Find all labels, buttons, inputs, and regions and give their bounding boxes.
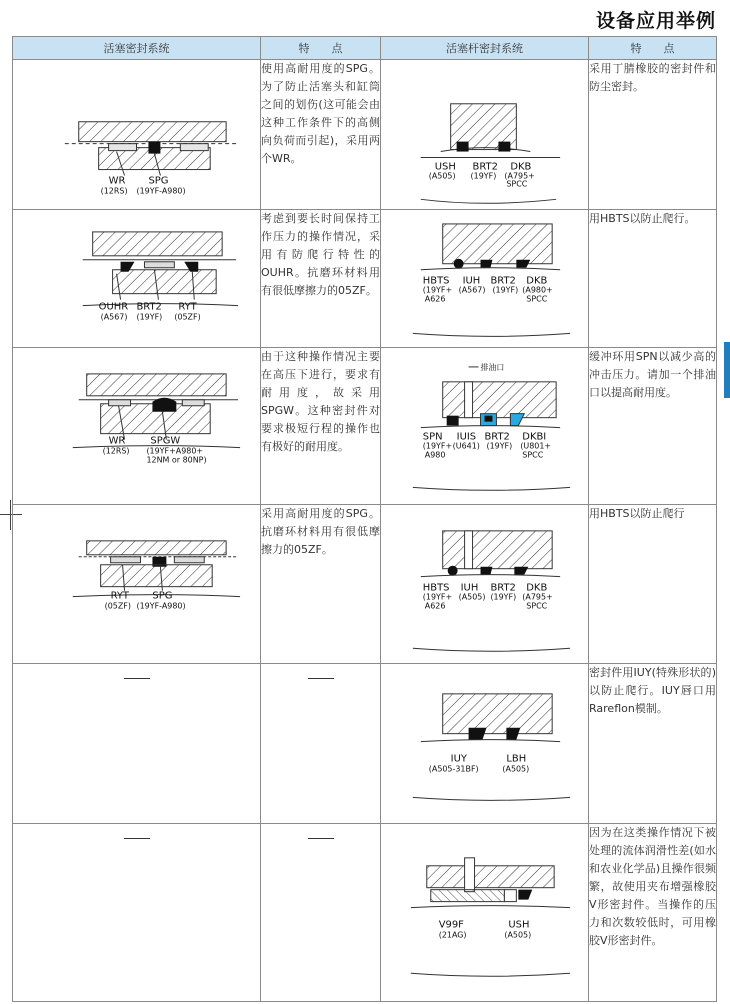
piston-label: (12RS) xyxy=(102,446,130,456)
rod-seal-diagram xyxy=(381,210,588,346)
empty-dash xyxy=(308,678,334,679)
piston-label: (19YF-A980) xyxy=(136,186,186,196)
rod-seal-diagram xyxy=(381,824,588,1001)
rod-label: (19YF) xyxy=(490,592,517,602)
rod-features-text: 用HBTS以防止爬行 xyxy=(589,505,717,663)
rod-diagram-cell xyxy=(381,210,589,347)
rod-label: IUH xyxy=(462,276,481,288)
rod-label: HBTS xyxy=(422,276,450,288)
piston-label: (19YF-A980) xyxy=(136,601,186,611)
drain-port-label: 排油口 xyxy=(480,362,505,372)
table-row xyxy=(13,347,717,504)
piston-label: WR xyxy=(108,435,126,447)
rod-seal-diagram xyxy=(381,664,588,823)
rod-label: IUIS xyxy=(456,431,477,443)
piston-seal-diagram xyxy=(13,210,260,346)
empty-dash xyxy=(124,678,150,679)
piston-features-text: 由于这种操作情况主要在高压下进行，要求有耐用度，故采用SPGW。这种密封件对要求极短行程的操作也有极好的耐用度。 xyxy=(261,347,381,504)
rod-label: DKB xyxy=(510,161,532,173)
rod-label: BRT2 xyxy=(484,431,510,443)
piston-label: (12RS) xyxy=(100,186,128,196)
table-row xyxy=(13,210,717,347)
rod-label: (A505) xyxy=(428,171,456,181)
piston-seal-diagram xyxy=(13,60,260,209)
rod-label: (19YF+ xyxy=(422,592,453,602)
header-piston-system: 活塞密封系统 xyxy=(13,37,261,60)
rod-label: (21AG) xyxy=(438,930,467,940)
rod-label: BRT2 xyxy=(472,161,498,173)
empty-dash xyxy=(124,838,150,839)
rod-seal-diagram xyxy=(381,505,588,662)
rod-label: V99F xyxy=(438,919,464,931)
rod-features-text: 缓冲环用SPN以减少高的冲击压力。请加一个排油口以提高耐用度。 xyxy=(589,347,717,504)
section-side-tab xyxy=(724,342,730,398)
piston-seal-diagram xyxy=(13,348,260,504)
application-table xyxy=(12,36,717,1002)
rod-label: DKBI xyxy=(522,431,547,443)
piston-label: SPG xyxy=(148,175,169,187)
piston-label: SPGW xyxy=(150,435,181,447)
piston-features-text: 使用高耐用度的SPG。为了防止活塞头和缸筒之间的划伤(这可能会由这种工作条件下的高侧向负荷而引起)，采用两个WR。 xyxy=(261,60,381,210)
piston-label: (05ZF) xyxy=(104,601,131,611)
table-row xyxy=(13,60,717,210)
rod-label: DKB xyxy=(526,582,548,594)
piston-empty-cell xyxy=(13,823,261,1001)
piston-label: (19YF+A980+ xyxy=(146,446,204,456)
rod-label: (19YF+ xyxy=(422,441,453,451)
header-piston-features: 特 点 xyxy=(261,37,381,60)
piston-empty-features xyxy=(261,823,381,1001)
rod-label: (A567) xyxy=(458,285,486,295)
rod-label: A626 xyxy=(424,601,446,611)
rod-seal-diagram xyxy=(381,348,588,504)
piston-label: 12NM or 80NP) xyxy=(146,455,207,465)
rod-label: BRT2 xyxy=(490,582,516,594)
rod-features-text: 密封件用IUY(特殊形状的)以防止爬行。IUY唇口用Rareflon模制。 xyxy=(589,663,717,823)
rod-seal-diagram xyxy=(381,60,588,209)
rod-label: (A505-31BF) xyxy=(428,764,479,774)
rod-features-text: 采用丁腈橡胶的密封件和防尘密封。 xyxy=(589,60,717,210)
rod-label: SPN xyxy=(422,431,443,443)
empty-dash xyxy=(308,838,334,839)
rod-label: (19YF) xyxy=(486,441,513,451)
table-row xyxy=(13,505,717,663)
rod-diagram-cell xyxy=(381,505,589,663)
piston-diagram-cell xyxy=(13,347,261,504)
rod-label: HBTS xyxy=(422,582,450,594)
rod-label: IUY xyxy=(450,753,467,765)
rod-label: (A505) xyxy=(504,930,532,940)
piston-empty-cell xyxy=(13,663,261,823)
piston-label: RYT xyxy=(110,590,130,602)
piston-label: SPG xyxy=(152,590,173,602)
table-row xyxy=(13,663,717,823)
rod-label: (U641) xyxy=(452,441,480,451)
piston-features-text: 采用高耐用度的SPG。抗磨环材料用有很低摩擦力的05ZF。 xyxy=(261,505,381,663)
rod-label: USH xyxy=(434,161,456,173)
rod-label: A626 xyxy=(424,294,446,304)
piston-label: (19YF) xyxy=(136,312,163,322)
rod-label: LBH xyxy=(506,753,527,765)
piston-label: (05ZF) xyxy=(174,312,201,322)
piston-label: (A567) xyxy=(100,312,128,322)
rod-label: (A505) xyxy=(502,764,530,774)
rod-features-text: 因为在这类操作情况下被处理的流体润滑性差(如水和农业化学品)且操作很频繁，故使用夹布增强橡胶V形密封件。当操作的压力和次数较低时，可用橡胶V形密封件。 xyxy=(589,823,717,1001)
rod-label: A980 xyxy=(424,450,446,460)
table-row xyxy=(13,823,717,1001)
piston-seal-diagram xyxy=(13,505,260,662)
rod-label: DKB xyxy=(526,276,548,288)
piston-empty-features xyxy=(261,663,381,823)
rod-label: (19YF+ xyxy=(422,285,453,295)
rod-label: SPCC xyxy=(522,450,544,460)
piston-diagram-cell xyxy=(13,210,261,347)
rod-label: (U801+ xyxy=(520,441,552,451)
rod-label: USH xyxy=(508,919,530,931)
rod-diagram-cell xyxy=(381,663,589,823)
rod-label: (A795+ xyxy=(522,592,553,602)
rod-label: (19YF) xyxy=(492,285,519,295)
page-title: 设备应用举例 xyxy=(595,10,716,32)
rod-features-text: 用HBTS以防止爬行。 xyxy=(589,210,717,347)
table-header-row xyxy=(13,37,717,60)
rod-label: SPCC xyxy=(526,601,548,611)
piston-diagram-cell xyxy=(13,505,261,663)
rod-label: (A795+ xyxy=(504,171,535,181)
rod-label: SPCC xyxy=(526,294,548,304)
piston-label: BRT2 xyxy=(136,301,162,313)
piston-label: WR xyxy=(108,175,126,187)
crop-mark xyxy=(10,500,11,530)
rod-diagram-cell xyxy=(381,823,589,1001)
rod-label: (A980+ xyxy=(522,285,553,295)
rod-diagram-cell xyxy=(381,60,589,210)
piston-features-text: 考虑到要长时间保持工作压力的操作情况，采用有防爬行特性的OUHR。抗磨环材料用有很低摩擦力的05ZF。 xyxy=(261,210,381,347)
rod-label: (A505) xyxy=(458,592,486,602)
piston-label: OUHR xyxy=(98,301,129,313)
piston-diagram-cell xyxy=(13,60,261,210)
header-rod-system: 活塞杆密封系统 xyxy=(381,37,589,60)
piston-label: RYT xyxy=(178,301,197,313)
rod-label: BRT2 xyxy=(490,276,516,288)
rod-diagram-cell xyxy=(381,347,589,504)
rod-label: (19YF) xyxy=(470,171,497,181)
header-rod-features: 特 点 xyxy=(589,37,717,60)
rod-label: SPCC xyxy=(506,179,528,189)
rod-label: IUH xyxy=(460,582,479,594)
